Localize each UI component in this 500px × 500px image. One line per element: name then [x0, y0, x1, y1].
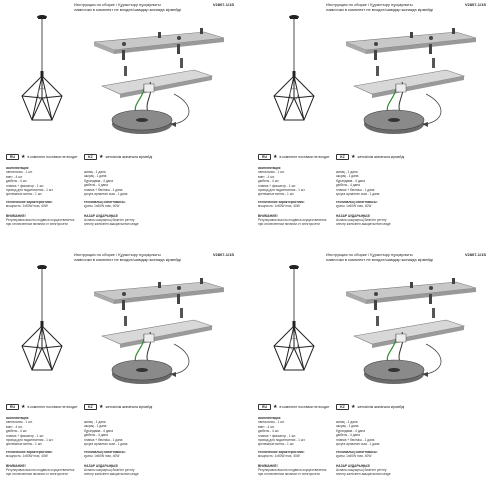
- tech-line-ru: технические характеристики:: [258, 450, 305, 454]
- parts-line-kz: шырақ - 1 дана: [336, 174, 359, 179]
- model-number: V2807-1/1S: [212, 2, 234, 7]
- star-icon: ★: [98, 404, 104, 411]
- parts-list-kz: [336, 420, 379, 446]
- parts-line-kz: шырақ - 1 дана: [84, 174, 107, 179]
- star-icon: ★: [20, 404, 26, 411]
- flag-row-ru: [258, 153, 330, 161]
- parts-line-ru: винт - 4 шт.: [6, 424, 23, 429]
- parts-line-kz: жинақ - 1 дана: [336, 170, 358, 174]
- flag-row-ru: [258, 403, 330, 411]
- parts-line-kz: планка + бекіткіш - 1 дана: [336, 187, 375, 192]
- tech-specs-ru: [258, 450, 305, 459]
- parts-line-kz: қосуға арналған сым - 1 дана: [84, 191, 128, 196]
- parts-list-kz: [336, 170, 379, 196]
- star-icon: ★: [98, 154, 104, 161]
- tech-line-kz: қуаты: 1x60W max, 40W: [84, 454, 120, 459]
- parts-line-ru: провод для подключения - 1 шт.: [258, 187, 306, 192]
- sheet-subtitle: лампочки в комплект не входят/шамдар жинаққа кірмейді: [326, 7, 434, 12]
- warning-kz: [336, 214, 391, 227]
- parts-line-ru: винт - 4 шт.: [6, 174, 23, 179]
- warning-line-ru: при отключенном питании от электросети: [6, 222, 68, 227]
- warning-title-ru: ВНИМАНИЕ!: [6, 214, 26, 218]
- sheet-header: [326, 2, 490, 12]
- pendant-lamp-icon: [268, 264, 320, 374]
- warning-kz: [84, 464, 139, 477]
- flag-note-ru: в комплект поставки не входит: [27, 405, 78, 409]
- parts-line-kz: жинақ - 1 дана: [336, 420, 358, 424]
- tech-line-ru: технические характеристики:: [6, 200, 53, 204]
- parts-line-ru: провод для подключения - 1 шт.: [6, 437, 54, 442]
- star-icon: ★: [272, 404, 278, 411]
- parts-line-kz: шырақ - 1 дана: [84, 424, 107, 429]
- sheet-subtitle: лампочки в комплект не входят/шамдар жинаққа кірмейді: [326, 257, 434, 262]
- warning-line-ru: Регулировка высоты подвеса осуществляется: [6, 468, 75, 472]
- tech-line-ru: технические характеристики:: [258, 200, 305, 204]
- parts-line-kz: жинақ - 1 дана: [84, 170, 106, 174]
- ru-flag-icon: RU: [6, 404, 19, 410]
- parts-line-ru: провод для подключения - 1 шт.: [6, 187, 54, 192]
- parts-line-ru: светильник - 1 шт.: [258, 170, 285, 175]
- flag-note-ru: в комплект поставки не входит: [279, 155, 330, 159]
- kz-flag-icon: KZ: [336, 404, 349, 410]
- parts-line-kz: жинақ - 1 дана: [84, 420, 106, 424]
- sheet-header: [74, 252, 238, 262]
- tech-specs-kz: [336, 450, 378, 459]
- tech-specs-kz: [336, 200, 378, 209]
- warning-ru: [6, 464, 74, 477]
- flag-row-ru: [6, 403, 78, 411]
- instruction-sheet: [254, 2, 490, 238]
- parts-list-kz: [84, 420, 127, 446]
- pendant-lamp-icon: [268, 14, 320, 124]
- tech-specs-kz: [84, 450, 126, 459]
- tech-specs-ru: [258, 200, 305, 209]
- parts-line-kz: қосуға арналған сым - 1 дана: [84, 441, 128, 446]
- parts-line-kz: планка + бекіткіш - 1 дана: [84, 437, 123, 442]
- tech-line-ru: мощность: 1x60W max, 40W: [258, 204, 300, 209]
- parts-list-ru: [258, 416, 305, 447]
- model-number: V2807-1/1S: [212, 252, 234, 257]
- tech-line-ru: мощность: 1x60W max, 40W: [6, 204, 48, 209]
- parts-line-kz: дюбель - 4 дана: [84, 183, 108, 188]
- parts-line-kz: бұрандама - 4 дана: [336, 428, 365, 433]
- parts-line-kz: дюбель - 4 дана: [336, 183, 360, 188]
- warning-title-kz: НАЗАР АУДАРЫҢЫЗ!: [84, 464, 119, 468]
- flag-note-kz: жеткізілім жинағына кірмейді: [357, 155, 405, 159]
- mounting-illustration: [84, 24, 234, 144]
- warning-line-ru: при отключенном питании от электросети: [258, 222, 320, 227]
- flag-row-kz: [336, 153, 404, 161]
- warning-title-kz: НАЗАР АУДАРЫҢЫЗ!: [84, 214, 119, 218]
- model-number: V2807-1/1S: [464, 2, 486, 7]
- warning-ru: [6, 214, 74, 227]
- kz-flag-icon: KZ: [84, 404, 97, 410]
- flag-note-kz: жеткізілім жинағына кірмейді: [105, 405, 153, 409]
- warning-title-kz: НАЗАР АУДАРЫҢЫЗ!: [336, 464, 371, 468]
- warning-line-kz: Аспалы шырақтың биіктігін реттеу: [84, 468, 135, 472]
- warning-line-kz: электр желісінен ажыратылған кезде: [336, 222, 391, 227]
- parts-line-kz: дюбель - 4 дана: [84, 433, 108, 438]
- parts-line-ru: провод для подключения - 1 шт.: [258, 437, 306, 442]
- warning-line-ru: Регулировка высоты подвеса осуществляется: [6, 218, 75, 222]
- parts-line-kz: планка + бекіткіш - 1 дана: [84, 187, 123, 192]
- tech-line-ru: мощность: 1x60W max, 40W: [6, 454, 48, 459]
- warning-ru: [258, 464, 326, 477]
- lamp-illustration: [16, 14, 68, 124]
- tech-specs-kz: [84, 200, 126, 209]
- lamp-illustration: [16, 264, 68, 374]
- warning-line-ru: при отключенном питании от электросети: [6, 472, 68, 477]
- mounting-diagram: [84, 274, 234, 394]
- warning-title-ru: ВНИМАНИЕ!: [6, 464, 26, 468]
- parts-line-kz: бұрандама - 4 дана: [84, 428, 113, 433]
- sheet-subtitle: лампочки в комплект не входят/шамдар жинаққа кірмейді: [74, 7, 182, 12]
- warning-title-ru: ВНИМАНИЕ!: [258, 214, 278, 218]
- sheet-title: Инструкция по сборке / Құрастыру нұсқаулығы: [326, 252, 413, 257]
- sheet-title: Инструкция по сборке / Құрастыру нұсқаулығы: [326, 2, 413, 7]
- tech-line-ru: технические характеристики:: [6, 450, 53, 454]
- parts-line-ru: комплектация:: [258, 416, 282, 420]
- parts-line-ru: дюбель - 4 шт.: [6, 429, 28, 434]
- warning-line-kz: Аспалы шырақтың биіктігін реттеу: [84, 218, 135, 222]
- mounting-illustration: [336, 274, 486, 394]
- tech-line-kz: техникалық сипаттамасы:: [336, 450, 378, 454]
- tech-line-kz: қуаты: 1x60W max, 40W: [336, 204, 372, 209]
- instruction-sheet: [254, 252, 490, 488]
- ru-flag-icon: RU: [6, 154, 19, 160]
- parts-line-ru: планка + фиксатор - 1 шт.: [6, 183, 45, 188]
- warning-kz: [84, 214, 139, 227]
- parts-line-kz: қосуға арналған сым - 1 дана: [336, 441, 380, 446]
- flag-row-kz: [84, 153, 152, 161]
- parts-line-ru: дюбель - 4 шт.: [258, 429, 280, 434]
- lamp-illustration: [268, 264, 320, 374]
- warning-ru: [258, 214, 326, 227]
- parts-line-kz: бұрандама - 4 дана: [84, 178, 113, 183]
- parts-line-ru: планка + фиксатор - 1 шт.: [6, 433, 45, 438]
- parts-line-ru: крепежные винты - 1 шт.: [258, 192, 295, 197]
- parts-line-kz: дюбель - 4 дана: [336, 433, 360, 438]
- tech-specs-ru: [6, 450, 53, 459]
- mounting-diagram: [84, 24, 234, 144]
- parts-line-kz: бұрандама - 4 дана: [336, 178, 365, 183]
- warning-line-kz: электр желісінен ажыратылған кезде: [84, 222, 139, 227]
- pendant-lamp-icon: [16, 14, 68, 124]
- flag-row-kz: [84, 403, 152, 411]
- warning-title-kz: НАЗАР АУДАРЫҢЫЗ!: [336, 214, 371, 218]
- parts-list-kz: [84, 170, 127, 196]
- parts-line-ru: крепежные винты - 1 шт.: [6, 192, 43, 197]
- lamp-illustration: [268, 14, 320, 124]
- parts-line-ru: дюбель - 4 шт.: [258, 179, 280, 184]
- parts-line-ru: светильник - 1 шт.: [258, 420, 285, 425]
- mounting-diagram: [336, 274, 486, 394]
- star-icon: ★: [272, 154, 278, 161]
- sheet-header: [74, 2, 238, 12]
- tech-line-kz: қуаты: 1x60W max, 40W: [84, 204, 120, 209]
- sheet-header: [326, 252, 490, 262]
- flag-note-kz: жеткізілім жинағына кірмейді: [105, 155, 153, 159]
- warning-line-kz: Аспалы шырақтың биіктігін реттеу: [336, 218, 387, 222]
- warning-line-kz: электр желісінен ажыратылған кезде: [336, 472, 391, 477]
- star-icon: ★: [20, 154, 26, 161]
- warning-line-kz: электр желісінен ажыратылған кезде: [84, 472, 139, 477]
- parts-list-ru: [258, 166, 305, 197]
- mounting-diagram: [336, 24, 486, 144]
- tech-line-kz: қуаты: 1x60W max, 40W: [336, 454, 372, 459]
- mounting-illustration: [336, 24, 486, 144]
- flag-note-ru: в комплект поставки не входит: [27, 155, 78, 159]
- sheet-title: Инструкция по сборке / Құрастыру нұсқаулығы: [74, 252, 161, 257]
- warning-kz: [336, 464, 391, 477]
- warning-line-ru: Регулировка высоты подвеса осуществляется: [258, 468, 327, 472]
- parts-line-ru: комплектация:: [6, 166, 30, 170]
- star-icon: ★: [350, 154, 356, 161]
- tech-line-kz: техникалық сипаттамасы:: [84, 450, 126, 454]
- sheet-title: Инструкция по сборке / Құрастыру нұсқаулығы: [74, 2, 161, 7]
- parts-line-kz: қосуға арналған сым - 1 дана: [336, 191, 380, 196]
- flag-row-ru: [6, 153, 78, 161]
- parts-line-ru: крепежные винты - 1 шт.: [258, 442, 295, 447]
- tech-line-ru: мощность: 1x60W max, 40W: [258, 454, 300, 459]
- parts-line-ru: светильник - 1 шт.: [6, 420, 33, 425]
- parts-line-ru: комплектация:: [258, 166, 282, 170]
- parts-line-ru: винт - 4 шт.: [258, 174, 275, 179]
- parts-line-ru: планка + фиксатор - 1 шт.: [258, 183, 297, 188]
- warning-title-ru: ВНИМАНИЕ!: [258, 464, 278, 468]
- sheet-subtitle: лампочки в комплект не входят/шамдар жинаққа кірмейді: [74, 257, 182, 262]
- mounting-illustration: [84, 274, 234, 394]
- parts-list-ru: [6, 416, 53, 447]
- warning-line-ru: при отключенном питании от электросети: [258, 472, 320, 477]
- parts-line-ru: дюбель - 4 шт.: [6, 179, 28, 184]
- model-number: V2807-1/1S: [464, 252, 486, 257]
- parts-line-ru: планка + фиксатор - 1 шт.: [258, 433, 297, 438]
- parts-line-ru: светильник - 1 шт.: [6, 170, 33, 175]
- flag-note-kz: жеткізілім жинағына кірмейді: [357, 405, 405, 409]
- instruction-sheet: [2, 2, 238, 238]
- instruction-sheet: [2, 252, 238, 488]
- parts-list-ru: [6, 166, 53, 197]
- tech-line-kz: техникалық сипаттамасы:: [84, 200, 126, 204]
- ru-flag-icon: RU: [258, 404, 271, 410]
- parts-line-ru: комплектация:: [6, 416, 30, 420]
- flag-row-kz: [336, 403, 404, 411]
- pendant-lamp-icon: [16, 264, 68, 374]
- parts-line-ru: винт - 4 шт.: [258, 424, 275, 429]
- flag-note-ru: в комплект поставки не входит: [279, 405, 330, 409]
- star-icon: ★: [350, 404, 356, 411]
- tech-line-kz: техникалық сипаттамасы:: [336, 200, 378, 204]
- warning-line-ru: Регулировка высоты подвеса осуществляется: [258, 218, 327, 222]
- tech-specs-ru: [6, 200, 53, 209]
- parts-line-ru: крепежные винты - 1 шт.: [6, 442, 43, 447]
- parts-line-kz: планка + бекіткіш - 1 дана: [336, 437, 375, 442]
- kz-flag-icon: KZ: [84, 154, 97, 160]
- ru-flag-icon: RU: [258, 154, 271, 160]
- kz-flag-icon: KZ: [336, 154, 349, 160]
- warning-line-kz: Аспалы шырақтың биіктігін реттеу: [336, 468, 387, 472]
- parts-line-kz: шырақ - 1 дана: [336, 424, 359, 429]
